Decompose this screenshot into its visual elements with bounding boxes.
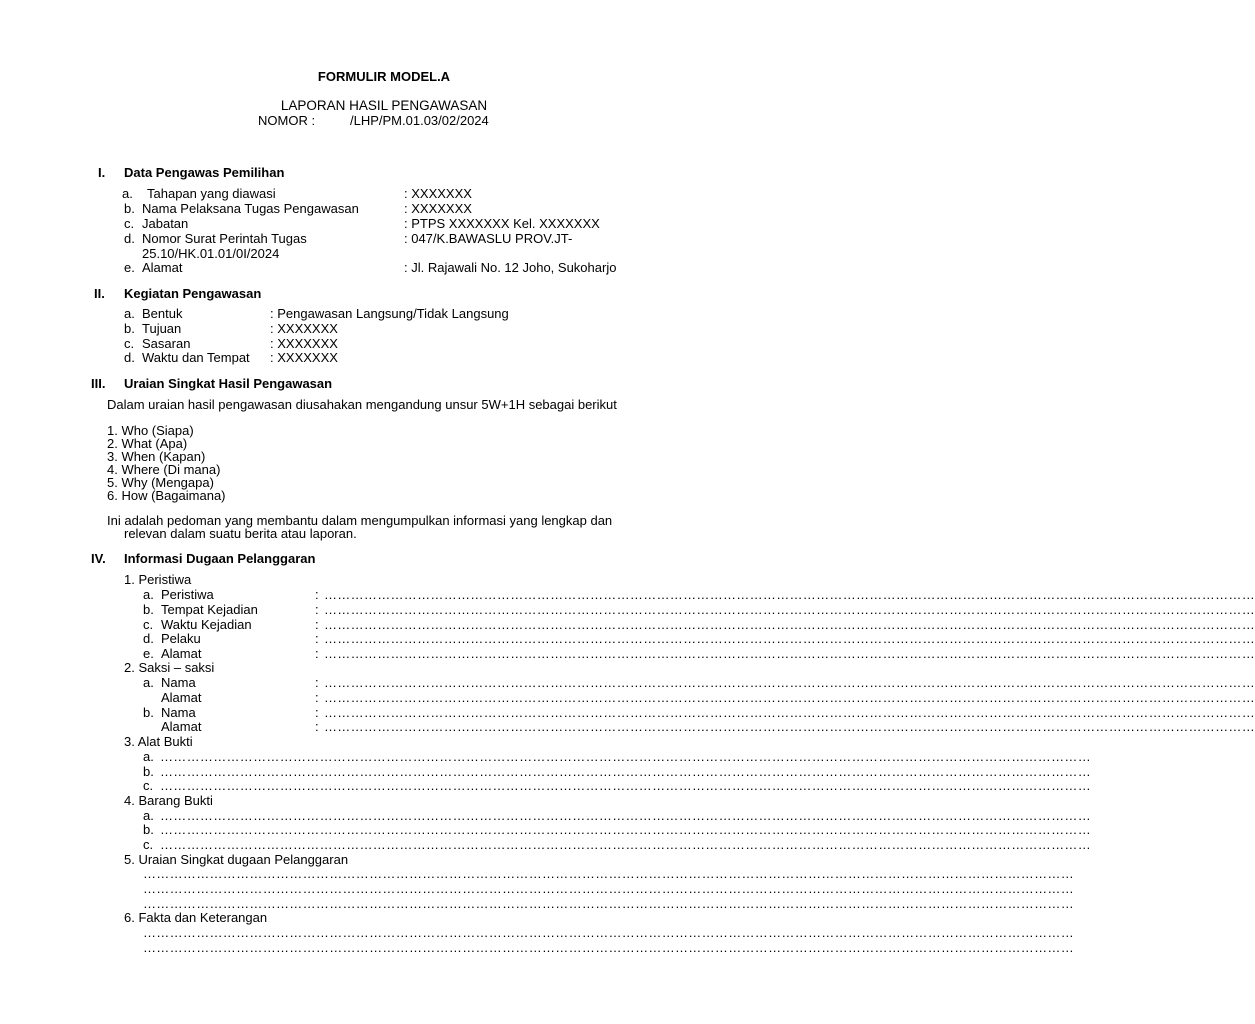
subsection-heading: 5. Uraian Singkat dugaan Pelanggaran [124,852,349,867]
list-item-value: : XXXXXXX [270,350,338,365]
list-item-label: Tujuan [142,321,182,336]
list-item-letter: b. [143,764,154,779]
nomor-label: NOMOR : [258,113,316,128]
section-2-title: Kegiatan Pengawasan [124,286,262,301]
list-item-label: Waktu Kejadian [161,617,252,632]
section-4-title: Informasi Dugaan Pelanggaran [124,551,316,566]
blank-field: ………………………………………………………………………………………………………………………………………………………………………………………… [324,690,1255,705]
list-item-letter: c. [143,617,154,632]
list-item-letter: e. [143,646,154,661]
list-item-value: : XXXXXXX [270,321,338,336]
subsection-heading: 4. Barang Bukti [124,793,213,808]
list-item: 6. How (Bagaimana) [107,488,226,503]
blank-field: ………………………………………………………………………………………………………………………………………………………………………………………… [324,587,1255,602]
colon: : [315,631,319,646]
list-item-letter: a. [143,587,154,602]
blank-field: ………………………………………………………………………………………………………………………………………………………………………………………… [143,925,1074,940]
list-item-label: Sasaran [142,336,191,351]
subsection-heading: 1. Peristiwa [124,572,192,587]
list-item-value: : XXXXXXX [404,201,472,216]
blank-field: ………………………………………………………………………………………………………………………………………………………………………………………… [160,822,1091,837]
blank-field: ………………………………………………………………………………………………………………………………………………………………………………………… [160,764,1091,779]
list-item-letter: a. [143,808,154,823]
section-2-number: II. [94,286,105,301]
list-item-label: Alamat [142,260,183,275]
list-item: 5. Why (Mengapa) [107,475,214,490]
list-item-label: Peristiwa [161,587,214,602]
list-item-letter: c. [143,778,154,793]
colon: : [315,705,319,720]
list-item-label: Jabatan [142,216,189,231]
report-title: LAPORAN HASIL PENGAWASAN [280,98,488,113]
list-item-label: Alamat [161,690,202,705]
section-1-title: Data Pengawas Pemilihan [124,165,285,180]
blank-field: ………………………………………………………………………………………………………………………………………………………………………………………… [160,808,1091,823]
list-item-letter: a. [122,186,133,201]
list-item-letter: d. [124,231,135,246]
blank-field: ………………………………………………………………………………………………………………………………………………………………………………………… [160,837,1091,852]
list-item-letter: e. [124,260,135,275]
colon: : [315,646,319,661]
blank-field: ………………………………………………………………………………………………………………………………………………………………………………………… [160,778,1091,793]
colon: : [315,675,319,690]
list-item-letter: b. [143,602,154,617]
section-3-number: III. [91,376,106,391]
list-item-letter: c. [124,336,135,351]
list-item-value: : Jl. Rajawali No. 12 Joho, Sukoharjo [404,260,617,275]
colon: : [315,719,319,734]
colon: : [315,587,319,602]
list-item-letter: b. [143,822,154,837]
list-item-letter: a. [143,675,154,690]
list-item: 3. When (Kapan) [107,449,206,464]
list-item-letter: a. [124,306,135,321]
subsection-heading: 2. Saksi – saksi [124,660,215,675]
section-3-note-continuation: relevan dalam suatu berita atau laporan. [124,526,357,541]
section-4-number: IV. [91,551,106,566]
blank-field: ………………………………………………………………………………………………………………………………………………………………………………………… [160,749,1091,764]
list-item-letter: c. [143,837,154,852]
blank-field: ………………………………………………………………………………………………………………………………………………………………………………………… [324,719,1255,734]
nomor-value: /LHP/PM.01.03/02/2024 [350,113,489,128]
list-item-value: : 047/K.BAWASLU PROV.JT- [404,231,573,246]
list-item-label: Tempat Kejadian [161,602,258,617]
blank-field: ………………………………………………………………………………………………………………………………………………………………………………………… [324,602,1255,617]
list-item-label: Bentuk [142,306,183,321]
list-item-label: Nama Pelaksana Tugas Pengawasan [142,201,359,216]
blank-field: ………………………………………………………………………………………………………………………………………………………………………………………… [324,631,1255,646]
blank-field: ………………………………………………………………………………………………………………………………………………………………………………………… [324,705,1255,720]
list-item-letter: b. [143,705,154,720]
section-3-note: Ini adalah pedoman yang membantu dalam mengumpulkan informasi yang lengkap dan [107,513,613,528]
colon: : [315,617,319,632]
list-item: 2. What (Apa) [107,436,188,451]
list-item-label: Alamat [161,646,202,661]
colon: : [315,602,319,617]
list-item-label: Nomor Surat Perintah Tugas [142,231,307,246]
list-item-letter: b. [124,321,135,336]
list-item-value: : XXXXXXX [270,336,338,351]
blank-field: ………………………………………………………………………………………………………………………………………………………………………………………… [143,940,1074,955]
blank-field: ………………………………………………………………………………………………………………………………………………………………………………………… [143,866,1074,881]
list-item-label: Alamat [161,719,202,734]
blank-field: ………………………………………………………………………………………………………………………………………………………………………………………… [143,881,1074,896]
list-item-continuation: 25.10/HK.01.01/0I/2024 [142,246,280,261]
subsection-heading: 3. Alat Bukti [124,734,193,749]
list-item-letter: d. [124,350,135,365]
list-item-label: Nama [161,705,196,720]
form-title: FORMULIR MODEL.A [317,69,451,84]
list-item-letter: a. [143,749,154,764]
blank-field: ………………………………………………………………………………………………………………………………………………………………………………………… [324,617,1255,632]
subsection-heading: 6. Fakta dan Keterangan [124,910,268,925]
section-3-title: Uraian Singkat Hasil Pengawasan [124,376,333,391]
list-item: 4. Where (Di mana) [107,462,221,477]
list-item-value: : XXXXXXX [404,186,472,201]
list-item-label: Nama [161,675,196,690]
list-item: 1. Who (Siapa) [107,423,194,438]
section-3-intro: Dalam uraian hasil pengawasan diusahakan mengandung unsur 5W+1H sebagai berikut [107,397,617,412]
list-item-label: Waktu dan Tempat [142,350,250,365]
list-item-letter: c. [124,216,135,231]
section-1-number: I. [98,165,106,180]
list-item-value: : PTPS XXXXXXX Kel. XXXXXXX [404,216,600,231]
list-item-label: Pelaku [161,631,201,646]
list-item-value: : Pengawasan Langsung/Tidak Langsung [270,306,509,321]
blank-field: ………………………………………………………………………………………………………………………………………………………………………………………… [324,675,1255,690]
blank-field: ………………………………………………………………………………………………………………………………………………………………………………………… [143,896,1074,911]
colon: : [315,690,319,705]
list-item-letter: d. [143,631,154,646]
list-item-letter: b. [124,201,135,216]
list-item-label: Tahapan yang diawasi [147,186,276,201]
blank-field: ………………………………………………………………………………………………………………………………………………………………………………………… [324,646,1255,661]
